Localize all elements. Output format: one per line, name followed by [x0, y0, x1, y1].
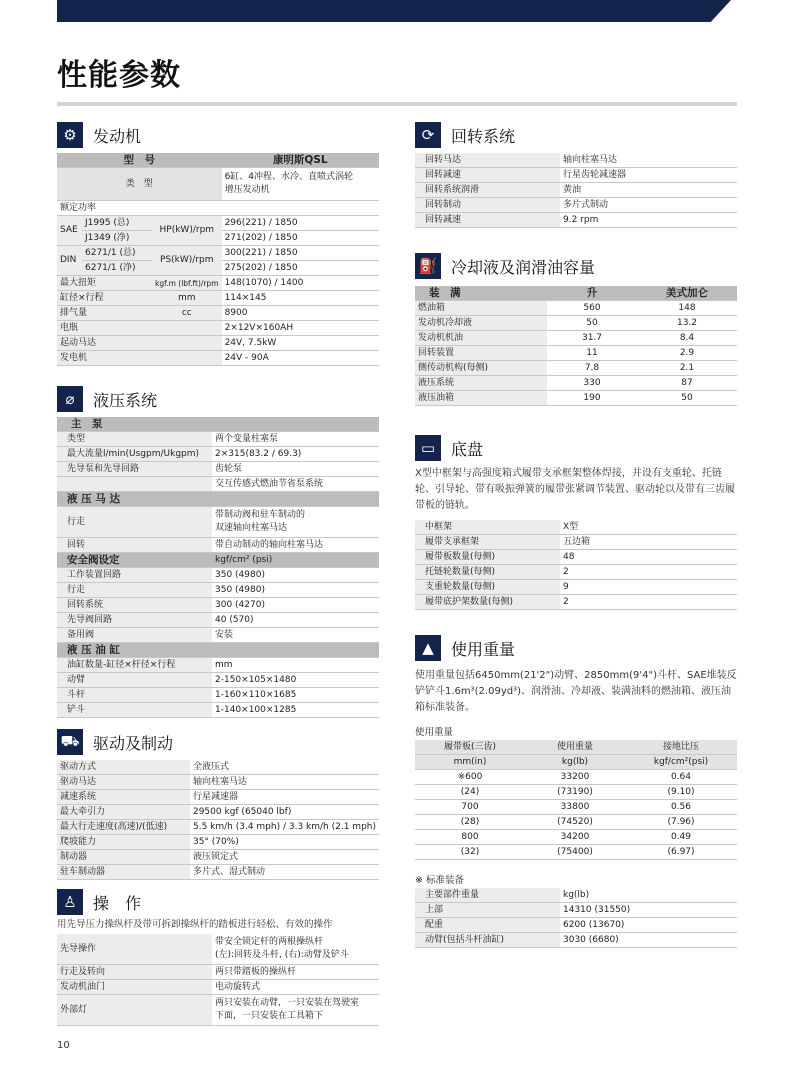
table-cell: (32) — [415, 845, 525, 860]
rated-power-label: 额定功率 — [57, 201, 379, 216]
row-value: 安装 — [212, 628, 379, 643]
capacity-head: 装 满 — [415, 286, 547, 301]
table-row — [57, 477, 379, 492]
lights-value: 下面，一只安装在工具箱下 — [215, 1011, 324, 1021]
oil-can-icon: ⛽ — [415, 253, 441, 279]
row-label: 工作装置回路 — [57, 568, 212, 583]
table-cell: 148 — [637, 301, 737, 316]
row-value: 液压锁定式 — [190, 850, 379, 865]
cylinder-unit: mm — [212, 658, 379, 673]
table-row — [415, 815, 737, 830]
table-row — [57, 760, 379, 775]
travel-motor-value: 双速轴向柱塞马达 — [215, 523, 288, 533]
torque-label: 最大扭矩 — [57, 276, 152, 291]
table-row — [415, 301, 737, 316]
table-cell: 8.4 — [637, 331, 737, 346]
row-value: 40 (570) — [212, 613, 379, 628]
table-cell: 800 — [415, 830, 525, 845]
drive-table — [57, 760, 379, 880]
swing-motor-value: 带自动制动的轴向柱塞马达 — [212, 538, 379, 553]
table-row — [57, 673, 379, 688]
hp-unit: HP(kW)/rpm — [152, 216, 222, 246]
row-value: 行星减速器 — [190, 790, 379, 805]
table-cell: 0.56 — [625, 800, 737, 815]
table-row — [415, 213, 737, 228]
sae-label: SAE — [57, 216, 82, 246]
table-row — [415, 933, 737, 948]
table-cell: 33800 — [525, 800, 625, 815]
row-label: 斗杆 — [57, 688, 212, 703]
alternator-value: 24V - 90A — [222, 351, 379, 366]
row-value: 2-150×105×1480 — [212, 673, 379, 688]
table-cell: 侧传动机构(每侧) — [415, 361, 547, 376]
torque-value: 148(1070) / 1400 — [222, 276, 379, 291]
page-number: 10 — [57, 1040, 70, 1051]
row-value: 全液压式 — [190, 760, 379, 775]
table-row — [57, 462, 379, 477]
travel-steer-label: 行走及转向 — [57, 965, 212, 980]
table-row — [415, 580, 737, 595]
table-cell: 13.2 — [637, 316, 737, 331]
weight-head: kgf/cm²(psi) — [625, 755, 737, 770]
weight-head: mm(in) — [415, 755, 525, 770]
rotation-icon: ⟳ — [415, 122, 441, 148]
model-value: 康明斯QSL — [222, 153, 379, 168]
capacity-section — [415, 252, 737, 406]
section-title: 底盘 — [451, 439, 484, 459]
type-value: 6缸、4冲程、水冷、直喷式涡轮 — [224, 172, 354, 182]
row-value: 五边箱 — [560, 535, 737, 550]
lights-value: 两只安装在动臂，一只安装在驾驶室 — [215, 998, 360, 1008]
table-cell: 190 — [547, 391, 637, 406]
relief-head: 安全阀设定 — [57, 553, 212, 568]
table-row — [57, 688, 379, 703]
row-label: 驱动方式 — [57, 760, 190, 775]
title-divider — [57, 102, 737, 106]
pilot-label: 先导操作 — [57, 934, 212, 965]
table-row — [415, 168, 737, 183]
row-value: 黄油 — [560, 183, 737, 198]
row-value: 35° (70%) — [190, 835, 379, 850]
operation-table — [57, 934, 379, 1026]
table-cell: 液压系统 — [415, 376, 547, 391]
table-row — [415, 830, 737, 845]
table-cell: (9.10) — [625, 785, 737, 800]
component-weight-table — [415, 888, 737, 948]
battery-value: 2×12V×160AH — [222, 321, 379, 336]
row-value: X型 — [560, 520, 737, 535]
row-value: 48 — [560, 550, 737, 565]
table-row — [415, 845, 737, 860]
table-cell: 7.8 — [547, 361, 637, 376]
alternator-label: 发电机 — [57, 351, 222, 366]
chassis-section — [415, 434, 737, 610]
row-label: 履带支承框架 — [415, 535, 560, 550]
motor-head: 液 压 马 达 — [57, 492, 379, 507]
section-title: 操 作 — [93, 893, 142, 913]
row-label: 上部 — [415, 903, 560, 918]
table-row — [415, 183, 737, 198]
row-label: 托链轮数量(每侧) — [415, 565, 560, 580]
starter-value: 24V, 7.5kW — [222, 336, 379, 351]
table-cell: 发动机机油 — [415, 331, 547, 346]
weight-head: 使用重量 — [525, 740, 625, 755]
sae-gross: J1995 (总) — [82, 216, 152, 231]
travel-motor-label: 行走 — [57, 507, 212, 538]
type-label: 类 型 — [57, 168, 222, 201]
row-value: 交互传感式燃油节省泵系统 — [212, 477, 379, 492]
weight-icon: ▲ — [415, 635, 441, 661]
row-value: 齿轮泵 — [212, 462, 379, 477]
battery-label: 电瓶 — [57, 321, 222, 336]
swing-table — [415, 153, 737, 228]
table-row — [415, 346, 737, 361]
row-label: 回转系统 — [57, 598, 212, 613]
row-label: 先导泵和先导回路 — [57, 462, 212, 477]
row-label: 回转马达 — [415, 153, 560, 168]
row-value: 29500 kgf (65040 lbf) — [190, 805, 379, 820]
table-row — [57, 805, 379, 820]
table-cell: (24) — [415, 785, 525, 800]
table-row — [57, 820, 379, 835]
row-value: 行星齿轮减速器 — [560, 168, 737, 183]
table-cell: ※600 — [415, 770, 525, 785]
table-cell: (28) — [415, 815, 525, 830]
row-label: 铲斗 — [57, 703, 212, 718]
section-title: 冷却液及润滑油容量 — [451, 257, 596, 277]
displacement-unit: cc — [152, 306, 222, 321]
table-row — [415, 535, 737, 550]
table-row — [415, 918, 737, 933]
table-row — [415, 331, 737, 346]
row-value: 14310 (31550) — [560, 903, 737, 918]
row-label: 驱动马达 — [57, 775, 190, 790]
row-value: 9.2 rpm — [560, 213, 737, 228]
din-gross: 6271/1 (总) — [82, 246, 152, 261]
model-label: 型 号 — [57, 153, 222, 168]
table-cell: (74520) — [525, 815, 625, 830]
row-label: 回转减速 — [415, 213, 560, 228]
sae-net: J1349 (净) — [82, 231, 152, 246]
torque-unit: kgf.m (lbf.ft)/rpm — [152, 276, 222, 291]
table-cell: 87 — [637, 376, 737, 391]
row-value: 5.5 km/h (3.4 mph) / 3.3 km/h (2.1 mph) — [190, 820, 379, 835]
table-row — [57, 432, 379, 447]
row-label: 回转系统润滑 — [415, 183, 560, 198]
engine-table — [57, 153, 379, 366]
table-row — [415, 800, 737, 815]
throttle-label: 发动机油门 — [57, 980, 212, 995]
weight-head: kg(lb) — [525, 755, 625, 770]
table-cell: 2.9 — [637, 346, 737, 361]
capacity-head: 升 — [547, 286, 637, 301]
row-label: 最大流量l/min(Usgpm/Ukgpm) — [57, 447, 212, 462]
row-value: kg(lb) — [560, 888, 737, 903]
displacement-label: 排气量 — [57, 306, 152, 321]
throttle-value: 电动旋转式 — [212, 980, 379, 995]
table-row — [415, 376, 737, 391]
table-row — [57, 703, 379, 718]
weight-description: 使用重量包括6450mm(21'2")动臂、2850mm(9'4")斗杆、SAE堆装反铲铲斗1.6m³(2.09yd³)、润滑油、冷却液、装满油料的燃油箱、液压油箱标准装备。 — [415, 670, 737, 713]
row-label: 备用阀 — [57, 628, 212, 643]
engine-icon: ⚙ — [57, 122, 83, 148]
table-cell: 液压油箱 — [415, 391, 547, 406]
joystick-icon: ♙ — [57, 889, 83, 915]
table-cell: 700 — [415, 800, 525, 815]
table-row — [415, 550, 737, 565]
row-value: 2 — [560, 565, 737, 580]
row-value: 轴向柱塞马达 — [190, 775, 379, 790]
weight-subtitle: 使用重量 — [415, 727, 454, 738]
table-cell: 0.49 — [625, 830, 737, 845]
table-row — [57, 850, 379, 865]
top-header-band — [57, 0, 731, 22]
table-row — [415, 153, 737, 168]
row-value: 350 (4980) — [212, 583, 379, 598]
hydraulic-table — [57, 417, 379, 718]
table-row — [57, 613, 379, 628]
row-value: 两个变量柱塞泵 — [212, 432, 379, 447]
row-label: 制动器 — [57, 850, 190, 865]
engine-section — [57, 121, 379, 366]
row-value: 多片式、湿式制动 — [190, 865, 379, 880]
weight-head: 接地比压 — [625, 740, 737, 755]
operation-description: 用先导压力操纵杆及带可拆卸操纵杆的踏板进行轻松、有效的操作 — [57, 919, 333, 930]
section-title: 液压系统 — [93, 390, 158, 410]
row-label: 最大行走速度(高速)/(低速) — [57, 820, 190, 835]
din-gross-value: 300(221) / 1850 — [222, 246, 379, 261]
row-label: 类型 — [57, 432, 212, 447]
table-cell: 50 — [637, 391, 737, 406]
row-label: 履带底护架数量(每侧) — [415, 595, 560, 610]
table-cell: 燃油箱 — [415, 301, 547, 316]
row-label: 支重轮数量(每侧) — [415, 580, 560, 595]
row-label: 先导阀回路 — [57, 613, 212, 628]
pump-head: 主 泵 — [57, 417, 379, 432]
row-value: 2 — [560, 595, 737, 610]
chassis-table — [415, 520, 737, 610]
table-row — [415, 785, 737, 800]
sae-gross-value: 296(221) / 1850 — [222, 216, 379, 231]
pilot-value: (左):回转及斗杆, (右):动臂及铲斗 — [215, 950, 349, 960]
row-value: 1-160×110×1685 — [212, 688, 379, 703]
table-row — [415, 391, 737, 406]
row-label: 配重 — [415, 918, 560, 933]
capacity-table — [415, 286, 737, 406]
table-cell: 0.64 — [625, 770, 737, 785]
track-icon: ▭ — [415, 435, 441, 461]
row-label: 驻车制动器 — [57, 865, 190, 880]
row-label: 行走 — [57, 583, 212, 598]
row-label: 动臂 — [57, 673, 212, 688]
starter-label: 起动马达 — [57, 336, 222, 351]
table-row — [57, 447, 379, 462]
bore-unit: mm — [152, 291, 222, 306]
din-net-value: 275(202) / 1850 — [222, 261, 379, 276]
table-row — [415, 361, 737, 376]
section-title: 发动机 — [93, 126, 142, 146]
travel-steer-value: 两只带踏板的操纵杆 — [212, 965, 379, 980]
table-row — [57, 775, 379, 790]
section-title: 回转系统 — [451, 126, 516, 146]
table-cell: 11 — [547, 346, 637, 361]
row-label: 减速系统 — [57, 790, 190, 805]
table-cell: 33200 — [525, 770, 625, 785]
table-cell: (73190) — [525, 785, 625, 800]
swing-section — [415, 121, 737, 228]
din-net: 6271/1 (净) — [82, 261, 152, 276]
table-row — [57, 790, 379, 805]
table-row — [57, 835, 379, 850]
row-value: 多片式制动 — [560, 198, 737, 213]
bore-label: 缸径×行程 — [57, 291, 152, 306]
table-cell: 回转装置 — [415, 346, 547, 361]
hydraulic-section — [57, 385, 379, 718]
weight-table — [415, 740, 737, 860]
row-value: 3030 (6680) — [560, 933, 737, 948]
relief-unit: kgf/cm² (psi) — [212, 553, 379, 568]
row-label: 动臂(包括斗杆油缸) — [415, 933, 560, 948]
row-label: 爬坡能力 — [57, 835, 190, 850]
table-cell: 560 — [547, 301, 637, 316]
section-title: 使用重量 — [451, 639, 516, 659]
bore-value: 114×145 — [222, 291, 379, 306]
table-cell: 31.7 — [547, 331, 637, 346]
row-label: 回转制动 — [415, 198, 560, 213]
table-cell: (7.96) — [625, 815, 737, 830]
table-row — [415, 565, 737, 580]
cylinder-label: 油缸数量-缸径×杆径×行程 — [57, 658, 212, 673]
row-label: 履带板数量(每侧) — [415, 550, 560, 565]
travel-motor-value: 带制动阀和驻车制动的 — [215, 510, 306, 520]
row-value: 9 — [560, 580, 737, 595]
section-title: 驱动及制动 — [93, 733, 174, 753]
row-value: 300 (4270) — [212, 598, 379, 613]
table-cell: 50 — [547, 316, 637, 331]
chassis-description: X型中框架与高强度箱式履带支承框架整体焊接，并设有支重轮、托链轮、引导轮、带有吸振弹簧的履带张紧调节装置、驱动轮以及带有三齿履带板的链轨。 — [415, 468, 735, 511]
row-label: 回转减速 — [415, 168, 560, 183]
weight-head: 履带板(三齿) — [415, 740, 525, 755]
capacity-head: 美式加仑 — [637, 286, 737, 301]
table-row — [415, 198, 737, 213]
row-label: 最大牵引力 — [57, 805, 190, 820]
table-row — [415, 520, 737, 535]
table-row — [415, 888, 737, 903]
table-row — [415, 770, 737, 785]
table-row — [57, 628, 379, 643]
table-cell: 2.1 — [637, 361, 737, 376]
table-row — [57, 568, 379, 583]
standard-equipment-title: ※ 标准装备 — [415, 875, 464, 886]
row-label — [57, 477, 212, 492]
swing-motor-label: 回转 — [57, 538, 212, 553]
cylinder-head: 液 压 油 缸 — [57, 643, 379, 658]
table-row — [415, 595, 737, 610]
table-row — [57, 598, 379, 613]
din-label: DIN — [57, 246, 82, 276]
table-row — [57, 865, 379, 880]
row-value: 1-140×100×1285 — [212, 703, 379, 718]
row-label: 主要部件重量 — [415, 888, 560, 903]
row-value: 6200 (13670) — [560, 918, 737, 933]
page-title: 性能参数 — [57, 58, 181, 93]
gauge-icon: ⌀ — [57, 386, 83, 412]
table-row — [415, 903, 737, 918]
table-cell: (6.97) — [625, 845, 737, 860]
displacement-value: 8900 — [222, 306, 379, 321]
row-value: 轴向柱塞马达 — [560, 153, 737, 168]
type-value: 增压发动机 — [224, 185, 270, 195]
table-cell: 34200 — [525, 830, 625, 845]
table-cell: 330 — [547, 376, 637, 391]
row-label: 中框架 — [415, 520, 560, 535]
table-row — [415, 316, 737, 331]
row-value: 350 (4980) — [212, 568, 379, 583]
row-value: 2×315(83.2 / 69.3) — [212, 447, 379, 462]
pilot-value: 带安全锁定杆的两根操纵杆 — [215, 937, 324, 947]
sae-net-value: 271(202) / 1850 — [222, 231, 379, 246]
lights-label: 外部灯 — [57, 995, 212, 1026]
drive-section — [57, 728, 379, 880]
weight-section — [415, 634, 737, 948]
table-cell: 发动机冷却液 — [415, 316, 547, 331]
table-cell: (75400) — [525, 845, 625, 860]
operation-section — [57, 888, 379, 1026]
ps-unit: PS(kW)/rpm — [152, 246, 222, 276]
table-row — [57, 583, 379, 598]
excavator-track-icon: ⛟ — [57, 729, 83, 755]
